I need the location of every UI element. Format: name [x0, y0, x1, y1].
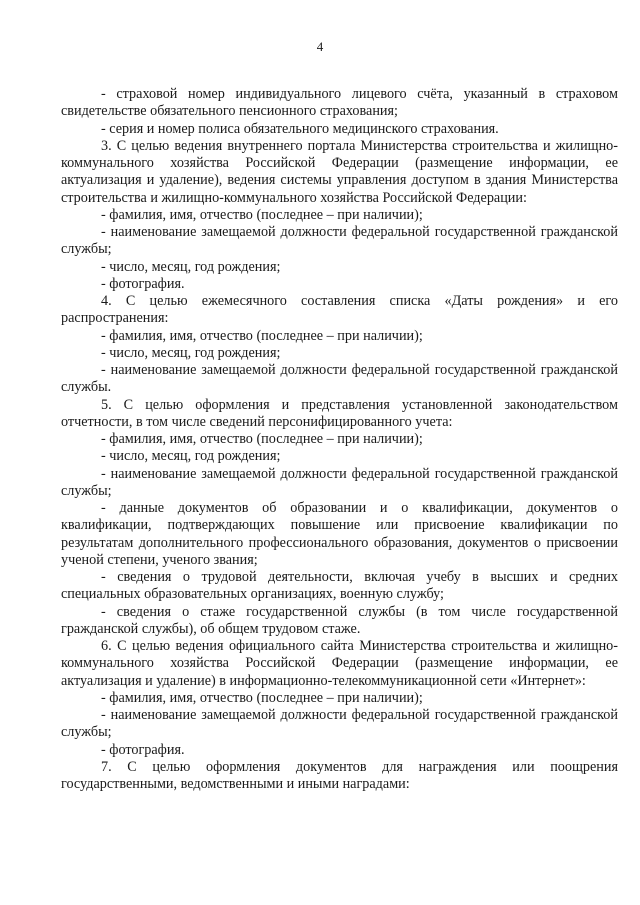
document-body — [61, 86, 618, 793]
paragraph: - наименование замещаемой должности федеральной государственной гражданской службы; — [61, 707, 618, 741]
page-number: 4 — [316, 39, 324, 54]
paragraph: - фамилия, имя, отчество (последнее – при наличии); — [101, 689, 423, 706]
paragraph: - фамилия, имя, отчество (последнее – при наличии); — [101, 206, 423, 223]
paragraph: - страховой номер индивидуального лицевого счёта, указанный в страховом свидетельстве обязательного пенсионного страхования; — [61, 86, 618, 120]
paragraph: 6. С целью ведения официального сайта Министерства строительства и жилищно-коммунального хозяйства Российской Федерации (размещение информации, ее актуализация и удаление) в информационно-телекоммуникационной сети «Интернет»: — [61, 638, 618, 689]
paragraph: - число, месяц, год рождения; — [101, 258, 281, 275]
paragraph: - сведения о трудовой деятельности, включая учебу в высших и средних специальных образовательных организациях, военную службу; — [61, 569, 618, 603]
paragraph: - серия и номер полиса обязательного медицинского страхования. — [101, 120, 499, 137]
paragraph: - фотография. — [101, 741, 185, 758]
paragraph: 7. С целью оформления документов для награждения или поощрения государственными, ведомственными и иными наградами: — [61, 758, 618, 792]
paragraph: 3. С целью ведения внутреннего портала Министерства строительства и жилищно-коммунального хозяйства Российской Федерации (размещение информации, ее актуализация и удаление), ведения системы управления доступом в здания Министерства строительства и жилищно-коммунального хозяйства Российской Федерации: — [61, 137, 618, 206]
paragraph: 4. С целью ежемесячного составления списка «Даты рождения» и его распространения: — [61, 293, 618, 327]
paragraph: - наименование замещаемой должности федеральной государственной гражданской службы. — [61, 362, 618, 396]
paragraph: - фамилия, имя, отчество (последнее – при наличии); — [101, 431, 423, 447]
paragraph: - наименование замещаемой должности федеральной государственной гражданской службы; — [61, 224, 618, 258]
paragraph: - данные документов об образовании и о квалификации, документов о квалификации, подтверждающих повышение или присвоение квалификации по результатам дополнительного профессионального образования, документов о присвоении ученой степени, ученого звания; — [61, 500, 618, 568]
paragraph: - фамилия, имя, отчество (последнее – при наличии); — [101, 327, 423, 344]
paragraph: - число, месяц, год рождения; — [101, 448, 281, 465]
paragraph: - число, месяц, год рождения; — [101, 344, 281, 361]
paragraph: - фотография. — [101, 275, 185, 292]
paragraph: - наименование замещаемой должности федеральной государственной гражданской службы; — [61, 465, 618, 499]
paragraph: 5. С целью оформления и представления установленной законодательством отчетности, в том числе сведений персонифицированного учета: — [61, 396, 618, 430]
paragraph: - сведения о стаже государственной службы (в том числе государственной гражданской службы), об общем трудовом стаже. — [61, 603, 618, 637]
